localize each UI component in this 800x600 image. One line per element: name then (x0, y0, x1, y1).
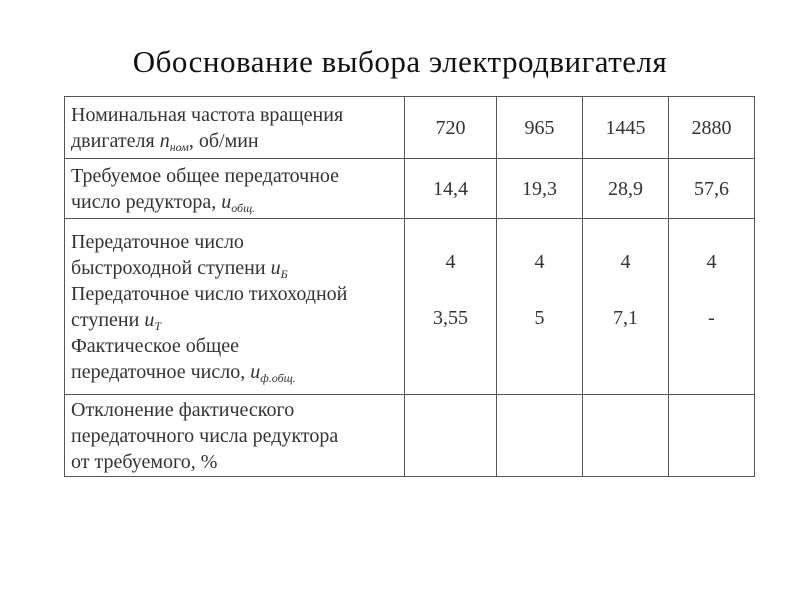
table-row-required-ratio (65, 159, 755, 219)
row-label-stage-ratios: Передаточное число быстроходной ступени $u_Б$ Передаточное число тихоходной ступени $u_Т$ Фактическое общее передаточное число, $u_{ф.общ.}$ (65, 219, 405, 395)
table-cell (583, 395, 669, 477)
table-cell: 4 7,1 (583, 219, 669, 395)
table-cell: 4 - (669, 219, 755, 395)
table-row-rated-speed (65, 97, 755, 159)
table-cell: 28,9 (583, 159, 669, 219)
page-title: Обоснование выбора электродвигателя (132, 44, 668, 79)
row-label-rated-speed: Номинальная частота вращения двигателя $n_{ном}$, об/мин (65, 97, 405, 159)
table-cell: 14,4 (405, 159, 497, 219)
row-label-required-ratio: Требуемое общее передаточное число редуктора, $u_{общ.}$ (65, 159, 405, 219)
table-cell: 720 (405, 97, 497, 159)
motor-selection-table (64, 96, 755, 477)
table-cell: 4 3,55 (405, 219, 497, 395)
table-cell: 2880 (669, 97, 755, 159)
table-cell: 57,6 (669, 159, 755, 219)
table-cell: 19,3 (497, 159, 583, 219)
row-label-deviation: Отклонение фактического передаточного числа редуктора от требуемого, % (65, 395, 405, 477)
table-cell (669, 395, 755, 477)
table-cell: 4 5 (497, 219, 583, 395)
table-cell (405, 395, 497, 477)
table-row-deviation (65, 395, 755, 477)
table-cell (497, 395, 583, 477)
table-row-stage-ratios (65, 219, 755, 395)
table-cell: 1445 (583, 97, 669, 159)
table-cell: 965 (497, 97, 583, 159)
